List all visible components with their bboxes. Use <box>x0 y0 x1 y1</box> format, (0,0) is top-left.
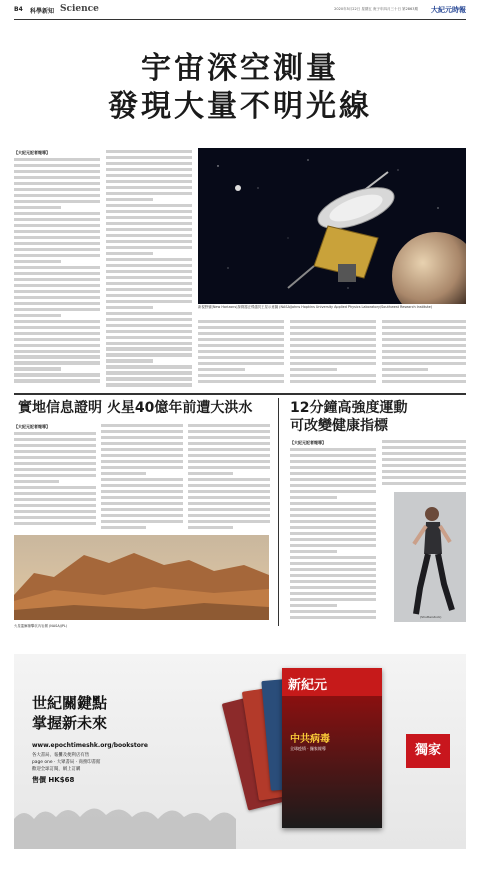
text-line <box>290 574 376 577</box>
text-line <box>14 379 100 382</box>
text-line <box>290 568 376 571</box>
text-line <box>290 478 376 481</box>
text-line <box>106 324 192 327</box>
mars-article-column-2 <box>101 424 183 532</box>
text-line <box>382 464 466 467</box>
text-line <box>14 248 100 251</box>
text-line <box>382 452 466 455</box>
text-line <box>106 162 192 165</box>
exercise-article-column-1 <box>290 440 376 626</box>
text-line <box>106 294 192 297</box>
text-line <box>14 254 100 257</box>
text-line <box>290 514 376 517</box>
text-line <box>106 306 153 309</box>
exclusive-badge: 獨家 <box>406 734 450 768</box>
text-line <box>14 468 96 471</box>
text-line <box>198 380 284 383</box>
section-title-cn: 科學新知 <box>30 8 55 15</box>
text-line <box>188 424 270 427</box>
mars-article-column-3 <box>188 424 270 532</box>
text-line <box>101 436 183 439</box>
text-line <box>14 302 100 305</box>
magazine-cover-subtitle: 全球疫情 · 獨家報導 <box>290 746 326 751</box>
text-line <box>101 508 183 511</box>
text-line <box>14 444 96 447</box>
text-line <box>188 496 270 499</box>
text-line <box>101 448 183 451</box>
text-line <box>188 460 270 463</box>
ad-price: 售價 HK$68 <box>32 776 75 784</box>
text-line <box>101 424 183 427</box>
main-article-column-3 <box>198 320 284 390</box>
runner-photo-caption: (Shutterstock) <box>420 615 442 619</box>
text-line <box>101 484 183 487</box>
text-line <box>14 200 100 203</box>
text-line <box>106 156 192 159</box>
text-line <box>188 484 270 487</box>
text-block <box>106 150 192 387</box>
text-line <box>14 492 96 495</box>
text-line <box>106 365 192 368</box>
text-line <box>290 616 376 619</box>
text-block <box>290 320 376 383</box>
text-line <box>14 170 100 173</box>
text-line <box>14 266 100 269</box>
text-line <box>101 472 146 475</box>
text-line <box>290 362 376 365</box>
text-line <box>106 258 192 261</box>
ad-text-line1: 各大書局、報攤及便利店有售 <box>32 753 90 758</box>
text-line <box>14 224 100 227</box>
text-line <box>290 592 376 595</box>
text-line <box>106 252 153 255</box>
text-block <box>382 440 466 485</box>
text-line <box>382 368 428 371</box>
text-line <box>106 342 192 345</box>
runner-photo <box>394 492 466 622</box>
text-line <box>106 216 192 219</box>
text-line <box>101 478 183 481</box>
text-line <box>382 470 466 473</box>
section-divider <box>14 393 466 395</box>
text-line <box>290 550 337 553</box>
text-line <box>14 326 100 329</box>
text-line <box>290 604 337 607</box>
text-line <box>198 350 284 353</box>
text-line <box>188 466 270 469</box>
text-line <box>101 526 146 529</box>
text-line <box>382 380 466 383</box>
text-line <box>382 320 466 323</box>
section-title-en: Science <box>60 4 99 14</box>
text-line <box>198 344 284 347</box>
text-line <box>14 480 59 483</box>
main-headline-line1: 宇宙深空測量 <box>141 51 339 86</box>
text-line <box>290 460 376 463</box>
text-line <box>290 466 376 469</box>
column-divider <box>278 398 279 626</box>
text-line <box>14 344 100 347</box>
mars-headline: 實地信息證明 火星40億年前遭大洪水 <box>18 400 253 416</box>
text-line <box>106 282 192 285</box>
text-line <box>14 450 96 453</box>
text-line <box>188 436 270 439</box>
text-line <box>14 236 100 239</box>
text-line <box>14 474 96 477</box>
text-line <box>290 368 337 371</box>
text-line <box>188 502 270 505</box>
text-line <box>101 430 183 433</box>
page-number: B4 <box>14 6 23 13</box>
main-article-byline: 【大紀元記者報導】 <box>14 150 50 155</box>
text-line <box>382 446 466 449</box>
text-line <box>290 454 376 457</box>
text-line <box>106 198 153 201</box>
main-article-column-5 <box>382 320 466 390</box>
text-line <box>188 442 270 445</box>
text-line <box>290 472 376 475</box>
text-line <box>106 210 192 213</box>
text-line <box>14 242 100 245</box>
text-line <box>106 234 192 237</box>
exercise-headline-line1: 12分鐘高強度運動 <box>290 400 408 416</box>
text-line <box>14 212 100 215</box>
text-line <box>14 284 100 287</box>
text-line <box>106 288 192 291</box>
text-line <box>14 290 100 293</box>
text-line <box>188 490 270 493</box>
crowd-silhouette <box>14 779 466 849</box>
text-line <box>188 526 233 529</box>
text-line <box>188 508 270 511</box>
text-line <box>106 371 192 374</box>
text-line <box>188 448 270 451</box>
text-line <box>106 353 192 356</box>
exercise-article-byline: 【大紀元記者報導】 <box>290 440 326 445</box>
text-line <box>382 344 466 347</box>
text-line <box>290 502 376 505</box>
magazine-cover-photo <box>282 696 382 828</box>
text-line <box>14 438 96 441</box>
text-line <box>14 350 100 353</box>
main-article-column-4 <box>290 320 376 390</box>
text-line <box>382 458 466 461</box>
text-line <box>106 383 192 386</box>
text-line <box>198 332 284 335</box>
text-line <box>106 228 192 231</box>
spacecraft-photo-caption: 新視野號(New Horizons)探測器正飛越冥王星示意圖 (NASA/Johns Hopkins University Applied Physics Laboratory/Southwest Research Institute) <box>198 305 433 309</box>
text-line <box>188 520 270 523</box>
text-block <box>14 432 96 525</box>
text-line <box>14 373 100 376</box>
text-line <box>14 510 96 513</box>
ad-title-line1: 世紀關鍵點 <box>32 694 108 712</box>
text-line <box>14 296 100 299</box>
text-line <box>290 374 376 377</box>
text-line <box>14 182 100 185</box>
text-line <box>101 460 183 463</box>
exercise-headline-line2: 可改變健康指標 <box>290 418 388 434</box>
text-line <box>101 454 183 457</box>
text-line <box>382 362 466 365</box>
text-line <box>290 496 337 499</box>
text-line <box>290 350 376 353</box>
mars-article-byline: 【大紀元記者報導】 <box>14 424 50 429</box>
text-line <box>290 344 376 347</box>
text-line <box>14 486 96 489</box>
text-line <box>14 367 61 370</box>
text-line <box>198 362 284 365</box>
ad-text-line3: 歡迎全球訂閱，網上訂購 <box>32 767 81 772</box>
text-line <box>198 326 284 329</box>
text-line <box>198 368 245 371</box>
text-line <box>382 350 466 353</box>
text-line <box>14 361 100 364</box>
text-line <box>382 356 466 359</box>
text-line <box>101 496 183 499</box>
ad-url-link[interactable]: www.epochtimeshk.org/bookstore <box>32 742 148 749</box>
text-line <box>382 332 466 335</box>
text-line <box>106 270 192 273</box>
text-line <box>106 312 192 315</box>
spacecraft-illustration <box>198 148 466 304</box>
text-line <box>106 246 192 249</box>
magazine-front-cover <box>282 668 382 828</box>
text-line <box>106 222 192 225</box>
text-line <box>290 448 376 451</box>
text-line <box>290 598 376 601</box>
masthead-logo: 大紀元時報 <box>431 5 466 14</box>
text-line <box>101 502 183 505</box>
text-line <box>198 356 284 359</box>
text-line <box>106 174 192 177</box>
main-article-column-2 <box>106 150 192 390</box>
text-line <box>14 462 96 465</box>
text-line <box>198 338 284 341</box>
text-line <box>382 326 466 329</box>
text-line <box>106 359 153 362</box>
text-line <box>14 332 100 335</box>
text-line <box>290 332 376 335</box>
text-block <box>101 424 183 529</box>
text-line <box>14 522 96 525</box>
text-line <box>14 498 96 501</box>
text-line <box>290 326 376 329</box>
main-article-column-1 <box>14 150 100 390</box>
text-line <box>106 150 192 153</box>
magazine-advertisement[interactable] <box>14 654 466 849</box>
text-line <box>290 520 376 523</box>
text-block <box>290 448 376 619</box>
text-line <box>198 320 284 323</box>
text-line <box>290 610 376 613</box>
text-line <box>106 336 192 339</box>
text-line <box>106 300 192 303</box>
text-line <box>101 490 183 493</box>
text-line <box>290 380 376 383</box>
text-line <box>14 194 100 197</box>
ad-title-line2: 掌握新未來 <box>32 714 108 732</box>
text-line <box>14 338 100 341</box>
text-line <box>290 580 376 583</box>
text-line <box>106 276 192 279</box>
text-line <box>14 158 100 161</box>
text-line <box>290 338 376 341</box>
text-line <box>198 374 284 377</box>
text-line <box>290 490 376 493</box>
text-line <box>290 538 376 541</box>
text-block <box>382 320 466 383</box>
text-line <box>188 454 270 457</box>
text-line <box>14 314 61 317</box>
text-line <box>290 356 376 359</box>
text-line <box>14 432 96 435</box>
mars-photo-caption: 火星蓋爾撞擊坑內岩層 (NASA/JPL) <box>14 624 68 628</box>
text-block <box>198 320 284 383</box>
text-line <box>14 355 100 358</box>
text-line <box>290 586 376 589</box>
text-line <box>382 482 466 485</box>
text-line <box>14 176 100 179</box>
text-line <box>290 556 376 559</box>
text-line <box>14 218 100 221</box>
main-headline-line2: 發現大量不明光線 <box>108 89 372 124</box>
text-line <box>14 272 100 275</box>
text-line <box>106 192 192 195</box>
text-line <box>290 544 376 547</box>
text-line <box>14 320 100 323</box>
text-line <box>106 240 192 243</box>
text-line <box>14 230 100 233</box>
text-line <box>106 168 192 171</box>
magazine-cover-title: 中共病毒 <box>290 734 330 745</box>
text-line <box>290 508 376 511</box>
text-line <box>14 456 96 459</box>
text-line <box>14 504 96 507</box>
text-line <box>188 472 233 475</box>
text-line <box>101 442 183 445</box>
text-line <box>106 318 192 321</box>
exercise-article-column-2 <box>382 440 466 490</box>
text-line <box>101 520 183 523</box>
text-line <box>14 278 100 281</box>
mars-landscape-photo <box>14 535 269 620</box>
magazine-brand: 新紀元 <box>288 678 328 693</box>
text-line <box>14 188 100 191</box>
text-block <box>188 424 270 529</box>
date-line: 2020年5月22日 星期五 庚子年四月三十日 第2863期 <box>334 7 418 11</box>
page-header <box>14 6 466 20</box>
text-line <box>106 204 192 207</box>
text-line <box>14 206 61 209</box>
ad-text-line2: page one · 大眾書局 · 商務印書館 <box>32 760 101 765</box>
text-line <box>106 377 192 380</box>
text-line <box>290 526 376 529</box>
text-line <box>290 532 376 535</box>
text-line <box>290 484 376 487</box>
text-line <box>14 516 96 519</box>
text-line <box>14 260 61 263</box>
text-line <box>106 180 192 183</box>
text-line <box>382 440 466 443</box>
text-block <box>14 158 100 383</box>
text-line <box>106 347 192 350</box>
text-line <box>188 514 270 517</box>
text-line <box>14 164 100 167</box>
text-line <box>101 466 183 469</box>
mars-article-column-1 <box>14 424 96 532</box>
text-line <box>290 320 376 323</box>
text-line <box>382 338 466 341</box>
text-line <box>101 514 183 517</box>
text-line <box>382 374 466 377</box>
text-line <box>106 186 192 189</box>
text-line <box>188 478 270 481</box>
text-line <box>106 264 192 267</box>
text-line <box>290 562 376 565</box>
text-line <box>14 308 100 311</box>
text-line <box>382 476 466 479</box>
text-line <box>106 330 192 333</box>
text-line <box>188 430 270 433</box>
